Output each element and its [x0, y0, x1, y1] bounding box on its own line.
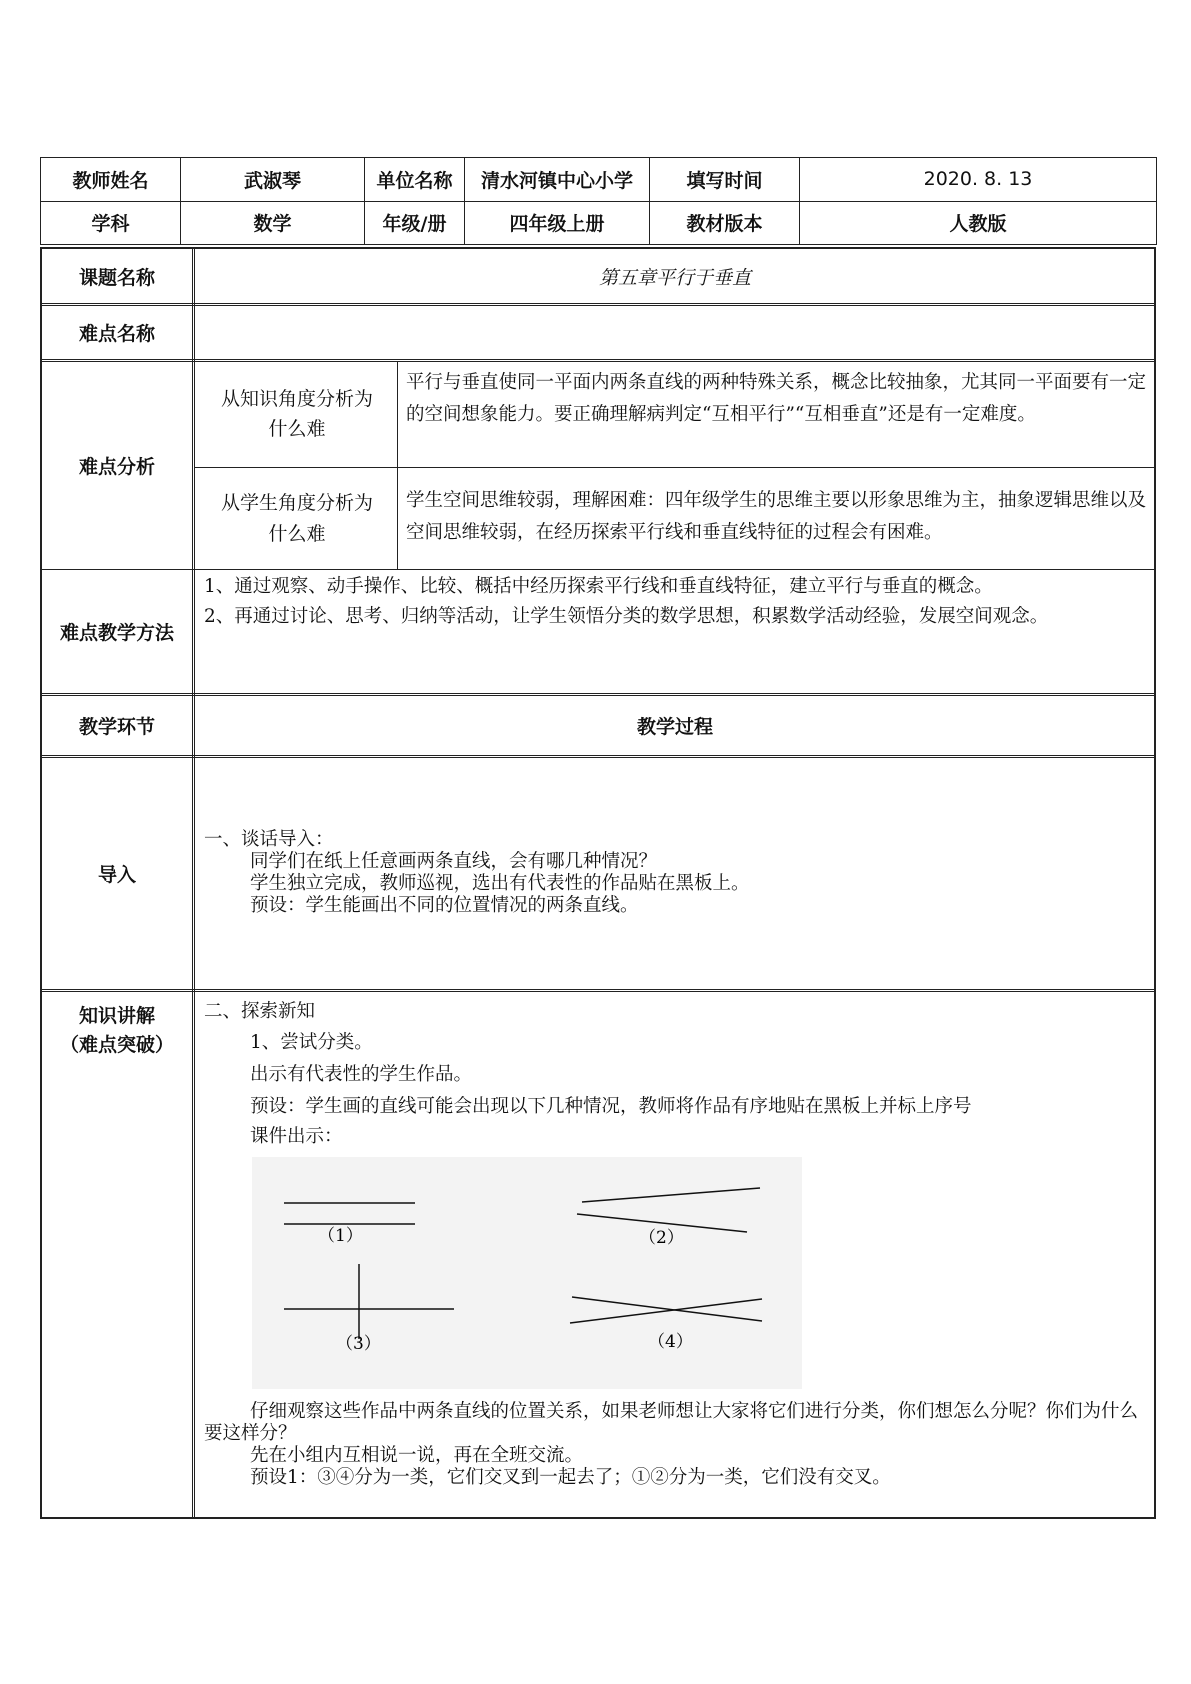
figure-line	[570, 1299, 762, 1323]
grade-label: 年级/册	[365, 201, 465, 245]
row-divider	[42, 991, 1154, 992]
figure-label-4: （4）	[648, 1332, 693, 1352]
method-label: 难点教学方法	[59, 621, 174, 644]
unit-value: 清水河镇中心小学	[465, 158, 650, 202]
subject-value: 数学	[181, 201, 365, 245]
knowledge-line: 预设：学生画的直线可能会出现以下几种情况，教师将作品有序地贴在黑板上并标上序号	[250, 1096, 972, 1117]
figure-label-2: （2）	[639, 1228, 684, 1248]
intro-line: 学生独立完成，教师巡视，选出有代表性的作品贴在黑板上。	[250, 873, 750, 894]
lines-figure	[252, 1157, 802, 1389]
method-item: 1、通过观察、动手操作、比较、概括中经历探索平行线和垂直线特征，建立平行与垂直的概念。	[204, 576, 993, 597]
student-angle-text: 学生空间思维较弱，理解困难：四年级学生的思维主要以形象思维为主，抽象逻辑思维以及空间思维较弱，在经历探索平行线和垂直线特征的过程会有困难。	[406, 490, 1147, 544]
date-value: 2020. 8. 13	[800, 158, 1157, 202]
intro-line: 预设：学生能画出不同的位置情况的两条直线。	[250, 895, 639, 916]
process-header: 教学过程	[636, 715, 713, 738]
unit-label: 单位名称	[365, 158, 465, 202]
stage-header: 教学环节	[78, 715, 155, 738]
topic-value: 第五章平行于垂直	[598, 267, 751, 289]
figure-line	[582, 1188, 760, 1202]
date-label: 填写时间	[650, 158, 800, 202]
knowledge-title: 二、探索新知	[204, 1001, 316, 1022]
lines-figure-svg	[252, 1157, 802, 1389]
row-divider	[42, 569, 1154, 570]
knowledge-para: 先在小组内互相说一说，再在全班交流。	[250, 1445, 584, 1466]
knowledge-angle-label: 从知识角度分析为什么难	[220, 387, 373, 440]
teacher-label: 教师姓名	[41, 158, 181, 202]
intro-line: 同学们在纸上任意画两条直线，会有哪几种情况？	[250, 851, 658, 872]
row-divider	[42, 989, 1154, 990]
intro-title: 一、谈话导入：	[204, 829, 334, 850]
row-divider	[42, 361, 1154, 362]
row-divider	[42, 755, 1154, 756]
topic-label: 课题名称	[78, 267, 155, 289]
knowledge-line: 出示有代表性的学生作品。	[250, 1064, 473, 1085]
col-divider	[192, 249, 193, 1519]
col-divider	[397, 361, 398, 569]
row-divider	[42, 757, 1154, 758]
figure-label-1: （1）	[318, 1226, 363, 1246]
intro-label: 导入	[97, 863, 136, 886]
header-table	[40, 157, 1156, 245]
method-item: 2、再通过讨论、思考、归纳等活动，让学生领悟分类的数学思想，积累数学活动经验，发展空间观念。	[204, 606, 1049, 627]
edition-value: 人教版	[800, 201, 1157, 245]
col-divider	[194, 249, 195, 1519]
knowledge-step: 1、尝试分类。	[250, 1032, 373, 1053]
figure-label-3: （3）	[336, 1334, 381, 1354]
knowledge-line: 课件出示：	[250, 1126, 343, 1147]
teacher-value: 武淑琴	[181, 158, 365, 202]
difficulty-name-label: 难点名称	[78, 323, 155, 345]
figure-line	[572, 1297, 762, 1321]
knowledge-angle-text: 平行与垂直使同一平面内两条直线的两种特殊关系，概念比较抽象，尤其同一平面要有一定的空间想象能力。要正确理解病判定“互相平行”“互相垂直”还是有一定难度。	[406, 372, 1147, 426]
knowledge-para: 预设1：③④分为一类，它们交叉到一起去了；①②分为一类，它们没有交叉。	[250, 1467, 891, 1488]
row-divider	[42, 693, 1154, 694]
student-angle-label: 从学生角度分析为什么难	[220, 492, 373, 545]
grade-value: 四年级上册	[465, 201, 650, 245]
knowledge-label-line1: 知识讲解	[78, 1004, 155, 1027]
analysis-label: 难点分析	[78, 455, 155, 478]
edition-label: 教材版本	[650, 201, 800, 245]
lesson-table	[40, 247, 1156, 1519]
knowledge-para: 仔细观察这些作品中两条直线的位置关系，如果老师想让大家将它们进行分类，你们想怎么分呢？你们为什么要这样分？	[204, 1401, 1139, 1445]
difficulty-name-value	[195, 305, 1155, 360]
knowledge-label-line2: （难点突破）	[59, 1033, 174, 1056]
subject-label: 学科	[41, 201, 181, 245]
